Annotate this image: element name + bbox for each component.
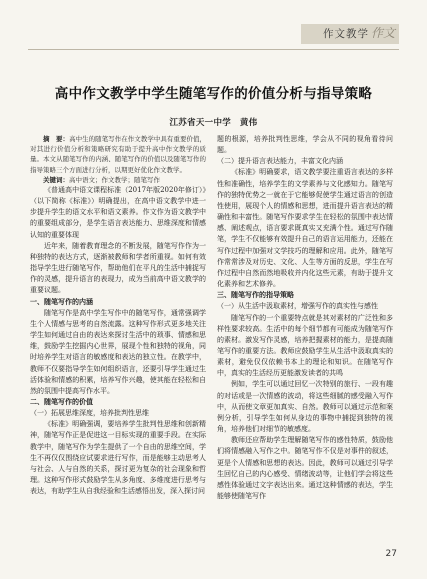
page-number: 27: [385, 549, 397, 559]
header-section-label: 作文教学: [323, 28, 369, 40]
body-paragraph: 例如，学生可以通过回忆一次特别的旅行、一段有趣的对话或是一次情感的波动，将这些细腻的感受融入写作中，从而使文章更加真实、自然。教师可以通过示范和案例分析，引导学生如何从身边的事物中捕捉到独特的视角，培养他们对细节的敏感度。: [217, 380, 393, 434]
subsection-heading: （一）拓展思维深度，培养批判性思维: [30, 409, 149, 418]
body-paragraph: 《普通高中语文课程标准（2017年版2020年修订）》（以下简称《标准》）明确提出，在高中语文教学中进一步提升学生的语文水平和语文素养。作文作为语文教学中的重要组成部分，是学生语言表达能力、思维深度和情感认知的重要体现: [30, 186, 206, 239]
body-paragraph: 近年来，随着教育理念的不断发展，随笔写作作为一种独特的表达方式，逐渐被教师和学者所重视。如何有效指导学生进行随笔写作，帮助他们在平凡的生活中捕捉写作的灵感，提升语言的表现力，成为当前高中语文教学的重要议题。: [30, 241, 206, 295]
header-decoration: 作文: [370, 26, 395, 40]
abstract: 摘 要：高中生的随笔写作在作文教学中具有重要价值，对其进行价值分析和策略研究有助于提升高中作文教学的质量。本文从随笔写作的内涵、随笔写作的价值以及随笔写作的指导策略三个方面进行分析，以期更好优化作文教学。: [30, 135, 207, 174]
body-paragraph: 题的根源，培养批判性思维，学会从不同的视角看待问题。: [217, 135, 393, 155]
body-paragraph: 《标准》明确要求，语文教学要注重语言表达的多样性和准确性，培养学生的文学素养与文化感知力。随笔写作的独特优势之一就在于它能够促使学生通过语言的创造性使用，展现个人的情感和思想，进而提升语言表达的精确性和丰富性。随笔写作要求学生在轻松的氛围中表达情感、阐述观点，语言要求既真实又充满个性。通过写作随笔，学生不仅能够有效提升自己的语言运用能力，还能在写作过程中加强对文学技巧的理解和应用。此外，随笔写作常常涉及对历史、文化、人生等方面的反思，学生在写作过程中自然而然地吸收并内化这些元素，有助于提升文化素养和艺术修养。: [217, 168, 393, 289]
left-column: [30, 134, 206, 497]
article-author: 江苏省天一中学 黄伟: [169, 118, 258, 128]
body-paragraph: 《标准》明确强调，要培养学生批判性思维和创新精神，随笔写作正是促进这一目标实现的重要手段。在实际教学中，随笔写作为学生提供了一个自由的思维空间，学生不再仅仅围绕应试要求进行写作，而是能够主动思考人与社会、人与自然的关系，探讨更为复杂的社会现象和哲理。这种写作形式鼓励学生从多角度、多维度进行思考与表达，有助学生从自我经验和生活感悟出发，深入探讨问: [30, 420, 206, 496]
keywords: 关键词：高中语文；作文教学；随笔写作: [43, 175, 160, 184]
body-paragraph: 教师还应帮助学生理解随笔写作的感性特质，鼓励他们将情感融入写作之中。随笔写作不仅是对事件的叙述，更是个人情感和思想的表达。因此，教师可以通过引导学生回忆自己的内心感受、情绪波动等，让他们学会将这些感性体验通过文字表达出来。通过这种情感的表达，学生能够使随笔写作: [217, 436, 393, 500]
subsection-heading: （一）从生活中汲取素材，增强写作的真实性与感性: [217, 302, 378, 311]
section-heading: 二、随笔写作的价值: [30, 397, 93, 406]
article-title: 高中作文教学中学生随笔写作的价值分析与指导策略: [54, 86, 373, 102]
section-heading: 一、随笔写作的内涵: [30, 297, 93, 306]
body-paragraph: 随笔写作是高中学生写作中的随笔写作，通常强调学生个人情感与思考的自然流露。这种写作形式更多地关注学生如何通过自由的表达来探讨生活中的琐事、情感和思维，鼓励学生挖掘内心世界，展现个性和独特的视角，同时培养学生对语言的敏感度和表达的独立性。在教学中，教师不仅要指导学生如何组织语言，还要引导学生通过生活体验和情感的积累，培养写作兴趣，使其能在轻松和自然的氛围中提高写作水平。: [30, 308, 206, 395]
section-heading: 三、随笔写作的指导策略: [217, 291, 294, 300]
right-column: [217, 134, 393, 502]
body-paragraph: 随笔写作的一个重要特点就是其对素材的广泛性和多样性要求较高。生活中的每个细节都有可能成为随笔写作的素材。激发写作灵感，培养把握素材的能力，是提高随笔写作的重要方法。教师应鼓励学生从生活中汲取真实的素材，避免仅仅依赖书本上的理论和知识。在随笔写作中，真实的生活经历更能激发读者的共鸣: [217, 313, 393, 378]
header-rule: [28, 49, 399, 50]
subsection-heading: （二）提升语言表达能力，丰富文化内涵: [217, 157, 343, 166]
